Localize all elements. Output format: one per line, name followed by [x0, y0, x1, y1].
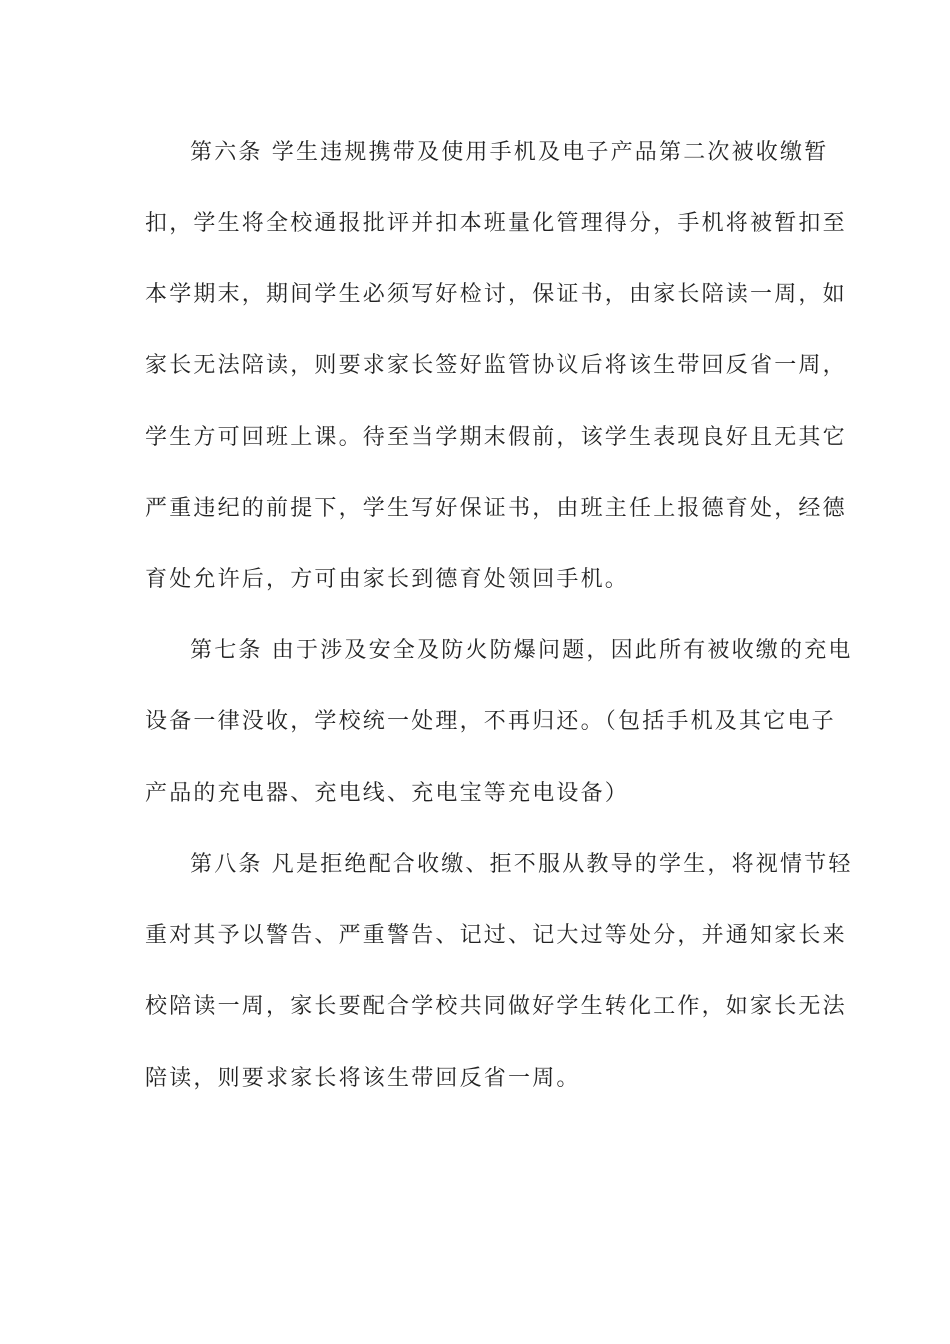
- article-7-line-2: 设备一律没收，学校统一处理，不再归还。（包括手机及其它电子: [145, 709, 836, 734]
- article-6-line-1: 第六条 学生违规携带及使用手机及电子产品第二次被收缴暂: [190, 140, 829, 165]
- article-6-line-6: 严重违纪的前提下，学生写好保证书，由班主任上报德育处，经德: [145, 496, 847, 521]
- article-8-line-3: 校陪读一周，家长要配合学校共同做好学生转化工作，如家长无法: [145, 994, 847, 1019]
- article-8-line-1: 第八条 凡是拒绝配合收缴、拒不服从教导的学生，将视情节轻: [190, 852, 853, 877]
- article-8-line-2: 重对其予以警告、严重警告、记过、记大过等处分，并通知家长来: [145, 923, 847, 948]
- article-6-line-2: 扣，学生将全校通报批评并扣本班量化管理得分，手机将被暂扣至: [145, 211, 847, 236]
- article-7-line-3: 产品的充电器、充电线、充电宝等充电设备）: [145, 781, 630, 806]
- article-6-line-5: 学生方可回班上课。待至当学期末假前，该学生表现良好且无其它: [145, 425, 847, 450]
- article-6-line-3: 本学期末，期间学生必须写好检讨，保证书，由家长陪读一周，如: [145, 282, 847, 307]
- article-6-line-7: 育处允许后，方可由家长到德育处领回手机。: [145, 567, 630, 592]
- article-7-line-1: 第七条 由于涉及安全及防火防爆问题，因此所有被收缴的充电: [190, 638, 853, 663]
- article-6-line-4: 家长无法陪读，则要求家长签好监管协议后将该生带回反省一周，: [145, 353, 847, 378]
- article-8-line-4: 陪读，则要求家长将该生带回反省一周。: [145, 1066, 581, 1091]
